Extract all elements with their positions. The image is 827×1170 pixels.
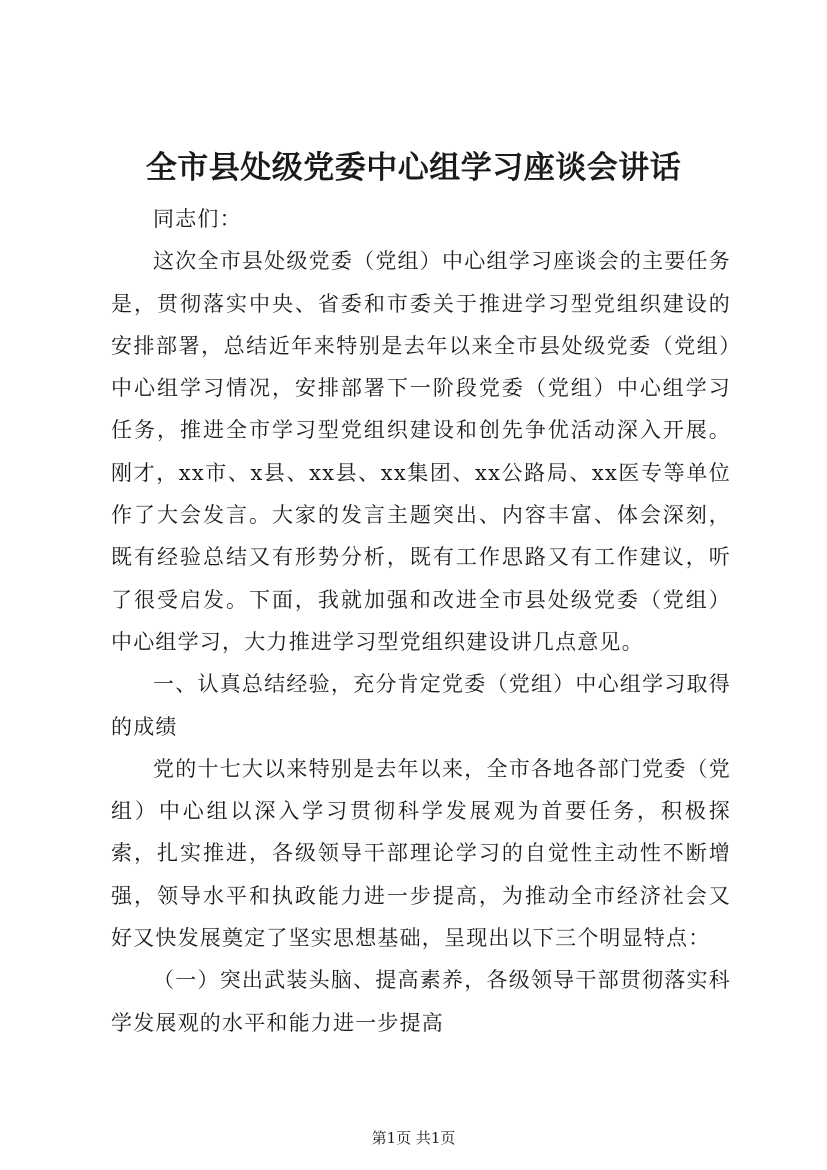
body-paragraph: 这次全市县处级党委（党组）中心组学习座谈会的主要任务是，贯彻落实中央、省委和市委关于推进学习型党组织建设的安排部署，总结近年来特别是去年以来全市县处级党委（党组）中心组学习情况，安排部署下一阶段党委（党组）中心组学习任务，推进全市学习型党组织建设和创先争优活动深入开展。刚才，xx市、x县、xx县、xx集团、xx公路局、xx医专等单位作了大会发言。大家的发言主题突出、内容丰富、体会深刻，既有经验总结又有形势分析，既有工作思路又有工作建议，听了很受启发。下面，我就加强和改进全市县处级党委（党组）中心组学习，大力推进学习型党组织建设讲几点意见。 — [111, 249, 731, 654]
body-paragraph: 党的十七大以来特别是去年以来，全市各地各部门党委（党组）中心组以深入学习贯彻科学发展观为首要任务，积极探索，扎实推进，各级领导干部理论学习的自觉性主动性不断增强，领导水平和执政能力进一步提高，为推动全市经济社会又好又快发展奠定了坚实思想基础，呈现出以下三个明显特点： — [111, 756, 731, 951]
section-heading: 一、认真总结经验，充分肯定党委（党组）中心组学习取得的成绩 — [111, 672, 731, 739]
document-body — [111, 198, 731, 1044]
document-title: 全市县处级党委中心组学习座谈会讲话 — [145, 150, 682, 186]
page-number-footer: 第1页 共1页 — [371, 1129, 456, 1147]
subsection-heading: （一）突出武装头脑、提高素养，各级领导干部贯彻落实科学发展观的水平和能力进一步提高 — [111, 968, 731, 1035]
salutation-paragraph: 同志们： — [153, 207, 242, 231]
